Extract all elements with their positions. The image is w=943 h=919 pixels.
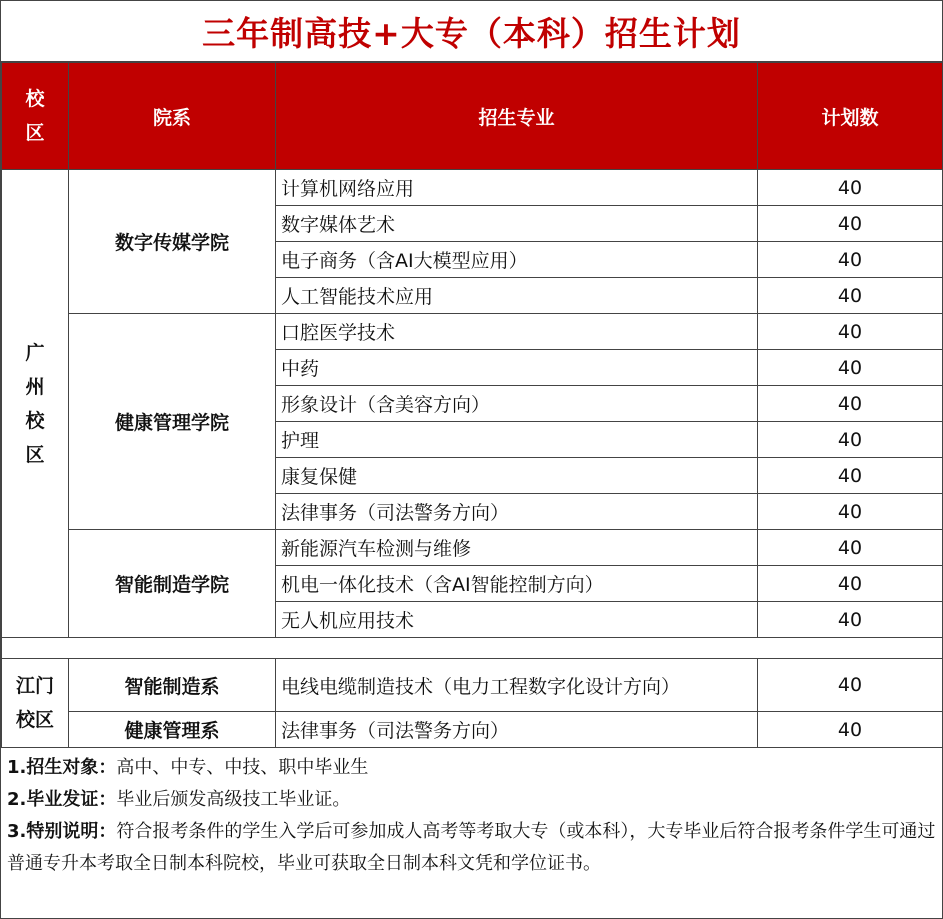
count-cell: 40 (758, 530, 943, 566)
count-cell: 40 (758, 494, 943, 530)
spacer-row (2, 638, 943, 659)
dept-cell: 数字传媒学院 (69, 170, 276, 314)
note-text: 毕业后颁发高级技工毕业证。 (116, 789, 351, 810)
header-campus: 校区 (2, 63, 69, 170)
note-label: 3.特别说明： (7, 821, 117, 842)
dept-cell: 智能制造系 (69, 659, 276, 712)
major-cell: 机电一体化技术（含AI智能控制方向） (276, 566, 758, 602)
count-cell: 40 (758, 314, 943, 350)
table-row (2, 659, 943, 712)
header-dept: 院系 (69, 63, 276, 170)
header-count: 计划数 (758, 63, 943, 170)
table-row (2, 314, 943, 350)
count-cell: 40 (758, 566, 943, 602)
major-cell: 无人机应用技术 (276, 602, 758, 638)
major-cell: 电线电缆制造技术（电力工程数字化设计方向） (276, 659, 758, 712)
note-label: 1.招生对象： (7, 757, 117, 778)
major-cell: 口腔医学技术 (276, 314, 758, 350)
count-cell: 40 (758, 386, 943, 422)
table-header-row (2, 63, 943, 170)
header-major: 招生专业 (276, 63, 758, 170)
campus-jiangmen: 江门校区 (2, 659, 69, 748)
note-item (7, 752, 938, 784)
table-row (2, 530, 943, 566)
count-cell: 40 (758, 206, 943, 242)
count-cell: 40 (758, 422, 943, 458)
major-cell: 计算机网络应用 (276, 170, 758, 206)
count-cell: 40 (758, 659, 943, 712)
major-cell: 康复保健 (276, 458, 758, 494)
note-label: 2.毕业发证： (7, 789, 117, 810)
count-cell: 40 (758, 278, 943, 314)
enrollment-table (1, 62, 943, 748)
table-row (2, 170, 943, 206)
major-cell: 数字媒体艺术 (276, 206, 758, 242)
count-cell: 40 (758, 458, 943, 494)
count-cell: 40 (758, 242, 943, 278)
page-title: 三年制高技+大专（本科）招生计划 (1, 1, 942, 62)
dept-cell: 智能制造学院 (69, 530, 276, 638)
major-cell: 电子商务（含AI大模型应用） (276, 242, 758, 278)
major-cell: 人工智能技术应用 (276, 278, 758, 314)
major-cell: 法律事务（司法警务方向） (276, 494, 758, 530)
count-cell: 40 (758, 712, 943, 748)
note-text: 符合报考条件的学生入学后可参加成人高考等考取大专（或本科），大专毕业后符合报考条件学生可通过普通专升本考取全日制本科院校，毕业可获取全日制本科文凭和学位证书。 (7, 821, 936, 874)
table-row (2, 712, 943, 748)
notes-section (1, 748, 942, 880)
note-text: 高中、中专、中技、职中毕业生 (116, 757, 369, 778)
major-cell: 中药 (276, 350, 758, 386)
count-cell: 40 (758, 170, 943, 206)
dept-cell: 健康管理学院 (69, 314, 276, 530)
major-cell: 形象设计（含美容方向） (276, 386, 758, 422)
major-cell: 法律事务（司法警务方向） (276, 712, 758, 748)
note-item (7, 784, 938, 816)
count-cell: 40 (758, 602, 943, 638)
campus-guangzhou: 广州校区 (2, 170, 69, 638)
dept-cell: 健康管理系 (69, 712, 276, 748)
spacer-cell (2, 638, 943, 659)
major-cell: 新能源汽车检测与维修 (276, 530, 758, 566)
count-cell: 40 (758, 350, 943, 386)
major-cell: 护理 (276, 422, 758, 458)
note-item (7, 816, 938, 880)
